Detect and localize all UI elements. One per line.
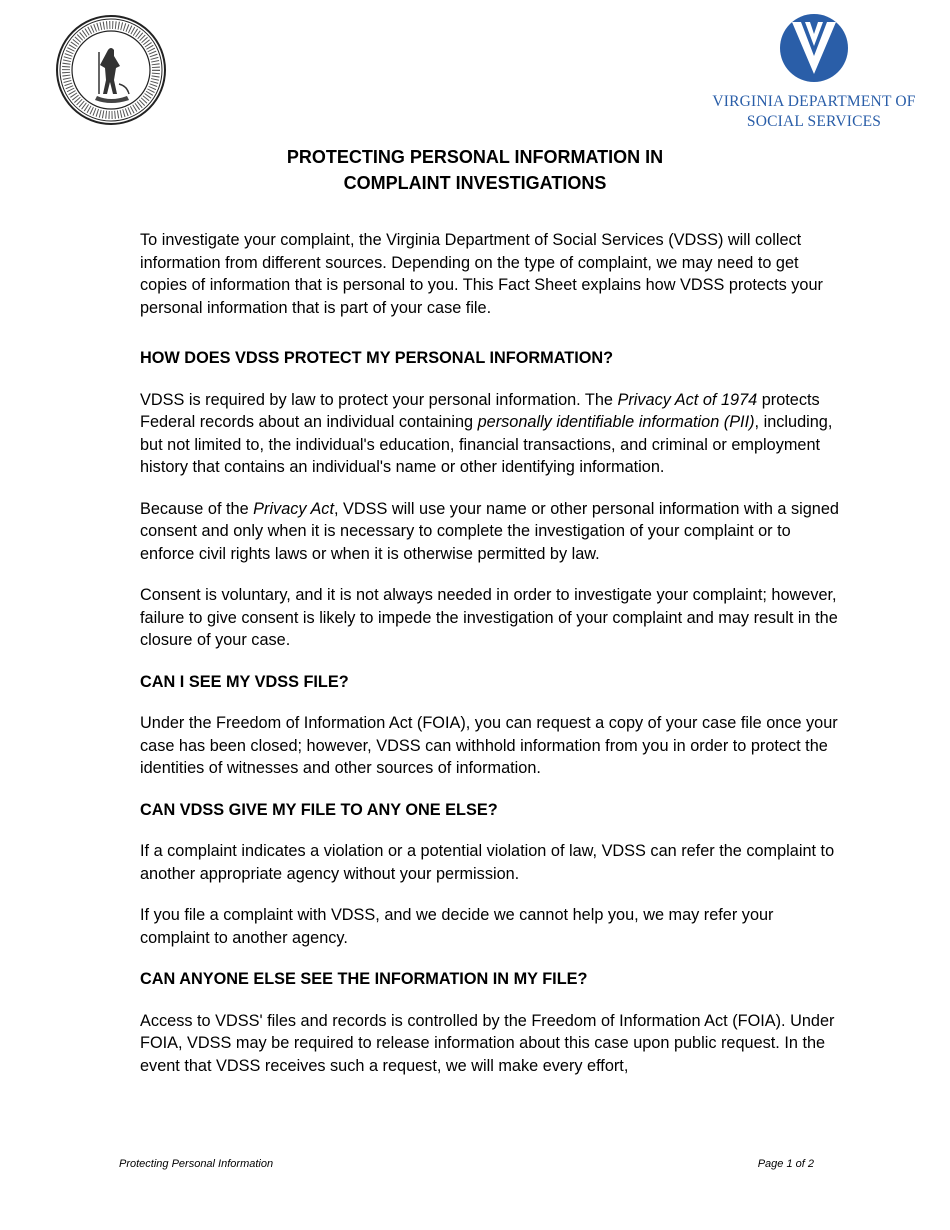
section3-heading: CAN VDSS GIVE MY FILE TO ANY ONE ELSE? (140, 800, 498, 819)
privacy-act-title: Privacy Act of 1974 (617, 390, 758, 409)
vdss-logo-line1: VIRGINIA DEPARTMENT OF (712, 93, 916, 110)
footer-page-number: Page 1 of 2 (757, 1158, 814, 1170)
section2-paragraph1: Under the Freedom of Information Act (FOIA), you can request a copy of your case file once your case has been closed; however, VDSS can withhold information from you in order to protect the identities of witnesses and other sources of information. (140, 714, 838, 777)
section2-heading: CAN I SEE MY VDSS FILE? (140, 672, 349, 691)
title-line2: COMPLAINT INVESTIGATIONS (343, 173, 607, 193)
vdss-logo-text (706, 92, 922, 132)
vdss-logo-line2: SOCIAL SERVICES (746, 113, 882, 130)
intro-paragraph: To investigate your complaint, the Virginia Department of Social Services (VDSS) will collect information from different sources. Depending on the type of complaint, we may need to get copies of information that is personal to you. This Fact Sheet explains how VDSS protects your personal information that is part of your case file. (140, 231, 823, 317)
virginia-seal-logo (55, 14, 167, 126)
document-title (0, 144, 950, 196)
text-run: protects Federal records about an individual containing (140, 390, 820, 431)
pii-term: personally identifiable information (PII) (477, 413, 755, 431)
section1-paragraph1 (140, 389, 840, 479)
text-run: VDSS is required by law to protect your personal information. The (140, 390, 618, 409)
title-line1: PROTECTING PERSONAL INFORMATION IN (286, 147, 664, 167)
section4-paragraph1: Access to VDSS' files and records is controlled by the Freedom of Information Act (FOIA). Under FOIA, VDSS may be required to release information about this case upon public request. In the event that VDSS receives such a request, we will make every effort, (140, 1011, 835, 1075)
vdss-logo (706, 12, 922, 134)
footer-title: Protecting Personal Information (119, 1158, 274, 1170)
section1-paragraph2 (140, 498, 840, 566)
section1-heading: HOW DOES VDSS PROTECT MY PERSONAL INFORMATION? (140, 349, 614, 367)
document-body (140, 229, 840, 1096)
section3-paragraph2: If you file a complaint with VDSS, and we decide we cannot help you, we may refer your complaint to another agency. (140, 906, 774, 947)
text-run: Because of the (140, 499, 254, 518)
vdss-v-mark-icon (778, 12, 850, 84)
section3-paragraph1: If a complaint indicates a violation or a potential violation of law, VDSS can refer the complaint to another appropriate agency without your permission. (140, 842, 835, 883)
section1-paragraph3: Consent is voluntary, and it is not always needed in order to investigate your complaint; however, failure to give consent is likely to impede the investigation of your complaint and may result in the closure of your case. (140, 586, 838, 649)
section4-heading: CAN ANYONE ELSE SEE THE INFORMATION IN MY FILE? (140, 970, 588, 988)
text-run: , including, but not limited to, the individual's education, financial transactions, and criminal or employment history that contains an individual's name or other identifying information. (140, 413, 833, 476)
privacy-act-term: Privacy Act (253, 499, 334, 518)
text-run: , VDSS will use your name or other personal information with a signed consent and only when it is necessary to complete the investigation of your complaint or to enforce civil rights laws or when it is otherwise permitted by law. (140, 499, 839, 563)
